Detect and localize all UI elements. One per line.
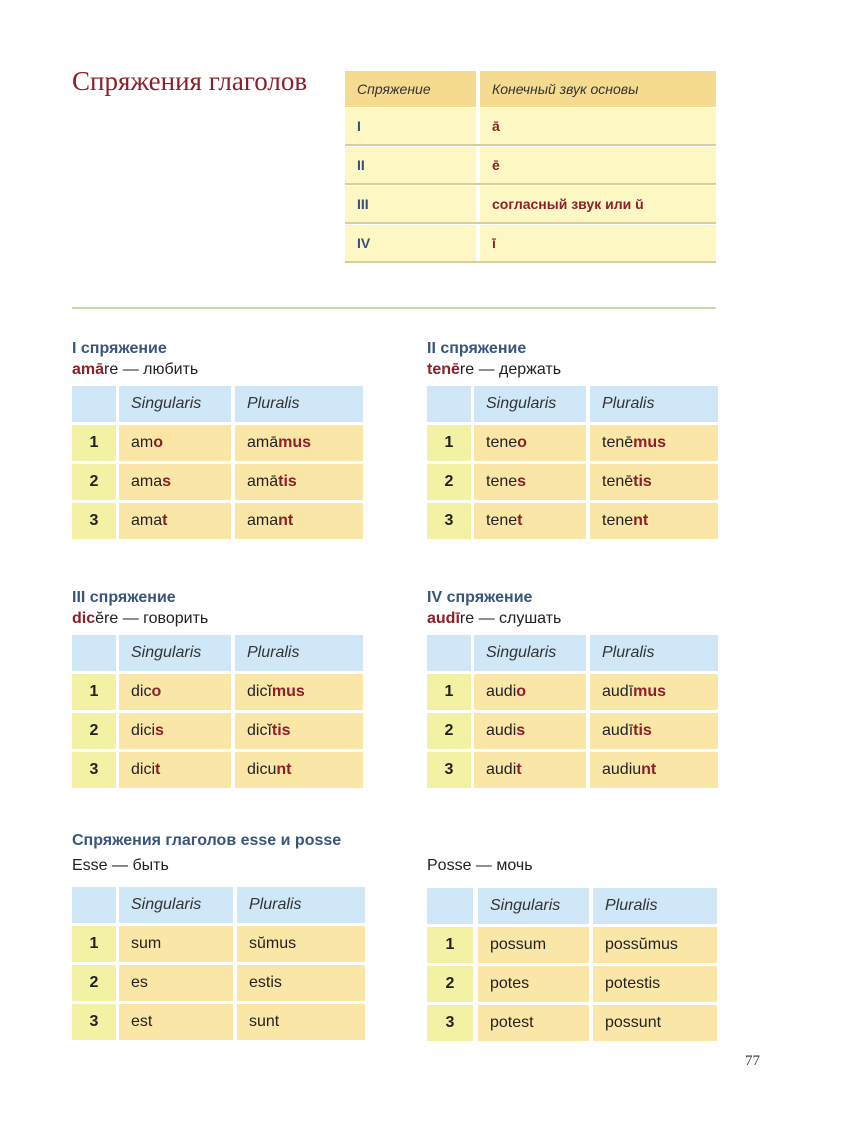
form-ending: o: [153, 434, 164, 451]
form-base: audiu: [602, 761, 642, 778]
verb-rest: re — держать: [459, 361, 562, 378]
header-empty-cell: [72, 635, 116, 671]
singular-form: [119, 464, 231, 500]
summary-conjugation-cell: III: [345, 186, 476, 222]
form-base: dici: [131, 761, 156, 778]
plural-form: possunt: [593, 1005, 717, 1041]
plural-form: sunt: [237, 1004, 365, 1040]
table-row: [72, 752, 363, 788]
table-header-row: [72, 386, 363, 422]
summary-conjugation-cell: IV: [345, 225, 476, 261]
table-header-row: [427, 888, 717, 924]
summary-conjugation-cell: I: [345, 108, 476, 144]
person-number: 1: [427, 927, 473, 963]
form-ending: nt: [641, 761, 657, 778]
table-row: [72, 674, 363, 710]
conjugation-block-2: [427, 339, 718, 542]
table-header-row: [427, 635, 718, 671]
plural-form: estis: [237, 965, 365, 1001]
table-row: [427, 713, 718, 749]
form-ending: s: [517, 473, 527, 490]
plural-form: potestis: [593, 966, 717, 1002]
singular-form: [474, 503, 586, 539]
form-ending: s: [155, 722, 164, 739]
singular-form: es: [119, 965, 233, 1001]
esse-subtitle: Esse — быть: [72, 857, 169, 874]
header-empty-cell: [427, 635, 471, 671]
form-ending: s: [162, 473, 172, 490]
plural-form: [235, 752, 363, 788]
form-ending: o: [516, 683, 527, 700]
summary-stem-cell: ī: [480, 225, 716, 261]
table-header-row: [72, 887, 365, 923]
table-row: [72, 713, 363, 749]
summary-stem-cell: ē: [480, 147, 716, 183]
verb-stem: amā: [72, 361, 105, 378]
header-empty-cell: [72, 386, 116, 422]
form-base: amā: [247, 434, 279, 451]
header-singular: Singularis: [119, 635, 231, 671]
summary-header-stem-sound: Конечный звук основы: [480, 71, 716, 107]
form-base: tene: [486, 473, 518, 490]
form-base: tene: [602, 512, 634, 529]
header-plural: Pluralis: [235, 386, 363, 422]
singular-form: [474, 752, 586, 788]
plural-form: [590, 503, 718, 539]
person-number: 1: [72, 425, 116, 461]
form-ending: s: [516, 722, 526, 739]
form-ending: mus: [633, 683, 667, 700]
page-title: Спряжения глаголов: [72, 66, 308, 96]
form-base: tene: [486, 434, 518, 451]
person-number: 2: [427, 713, 471, 749]
person-number: 2: [427, 966, 473, 1002]
summary-row: [345, 147, 716, 185]
form-ending: nt: [276, 761, 292, 778]
header-plural: Pluralis: [590, 386, 718, 422]
header-singular: Singularis: [474, 635, 586, 671]
person-number: 1: [72, 926, 116, 962]
form-ending: mus: [271, 683, 305, 700]
table-header-row: [427, 386, 718, 422]
plural-form: [590, 425, 718, 461]
person-number: 3: [72, 503, 116, 539]
form-ending: t: [516, 761, 522, 778]
form-base: audī: [602, 683, 634, 700]
header-plural: Pluralis: [590, 635, 718, 671]
table-row: [72, 503, 363, 539]
conjugation-block-4: [427, 588, 718, 791]
singular-form: [119, 503, 231, 539]
header-empty-cell: [427, 888, 473, 924]
person-number: 1: [72, 674, 116, 710]
block-verb: [72, 608, 363, 630]
person-number: 1: [427, 425, 471, 461]
conjugation-table: [72, 386, 363, 539]
posse-table: [427, 888, 717, 1041]
posse-subtitle: Posse — мочь: [427, 857, 533, 874]
singular-form: est: [119, 1004, 233, 1040]
form-ending: tis: [278, 473, 297, 490]
person-number: 2: [72, 965, 116, 1001]
form-ending: nt: [278, 512, 294, 529]
table-row: [72, 926, 365, 962]
verb-rest: re — слушать: [459, 610, 562, 627]
form-base: ama: [131, 473, 163, 490]
plural-form: [590, 752, 718, 788]
singular-form: [474, 713, 586, 749]
header-singular: Singularis: [119, 386, 231, 422]
block-title: III спряжение: [72, 589, 176, 606]
table-row: [72, 425, 363, 461]
table-row: [427, 674, 718, 710]
table-row: [427, 464, 718, 500]
person-number: 2: [72, 464, 116, 500]
form-base: ama: [247, 512, 279, 529]
block-verb: [427, 608, 718, 630]
plural-form: possŭmus: [593, 927, 717, 963]
form-base: dicu: [247, 761, 277, 778]
plural-form: [235, 425, 363, 461]
posse-block: [427, 855, 717, 1044]
form-base: tene: [486, 512, 518, 529]
form-base: dic: [131, 683, 152, 700]
form-ending: mus: [633, 434, 667, 451]
plural-form: [590, 674, 718, 710]
table-row: [72, 464, 363, 500]
section-divider: [72, 307, 716, 309]
esse-block: [72, 831, 365, 1043]
summary-header-conjugation: Спряжение: [345, 71, 476, 107]
table-row: [427, 503, 718, 539]
singular-form: [474, 425, 586, 461]
person-number: 2: [72, 713, 116, 749]
form-ending: t: [155, 761, 161, 778]
singular-form: [474, 464, 586, 500]
form-ending: t: [517, 512, 523, 529]
header-empty-cell: [427, 386, 471, 422]
page-number: 77: [745, 1053, 760, 1069]
block-verb: [72, 359, 363, 381]
plural-form: [235, 464, 363, 500]
table-row: [427, 927, 717, 963]
form-ending: tis: [633, 722, 652, 739]
form-base: tenē: [602, 473, 634, 490]
summary-header-row: [345, 71, 716, 107]
block-title: IV спряжение: [427, 589, 533, 606]
summary-stem-cell: ā: [480, 108, 716, 144]
table-row: [427, 1005, 717, 1041]
esse-table: [72, 887, 365, 1040]
summary-row: [345, 225, 716, 263]
form-base: am: [131, 434, 154, 451]
form-ending: tis: [271, 722, 291, 739]
plural-form: [235, 503, 363, 539]
person-number: 3: [427, 752, 471, 788]
block-title: I спряжение: [72, 340, 167, 357]
form-base: ama: [131, 512, 163, 529]
form-base: dicĭ: [247, 683, 272, 700]
plural-form: [235, 674, 363, 710]
singular-form: [119, 425, 231, 461]
header-singular: Singularis: [478, 888, 589, 924]
singular-form: [119, 674, 231, 710]
conjugation-table: [72, 635, 363, 788]
conjugation-block-1: [72, 339, 363, 542]
verb-stem: dic: [72, 610, 96, 627]
form-base: audī: [602, 722, 634, 739]
header-plural: Pluralis: [237, 887, 365, 923]
header-singular: Singularis: [119, 887, 233, 923]
verb-stem: audī: [427, 610, 460, 627]
form-base: dicĭ: [247, 722, 272, 739]
person-number: 2: [427, 464, 471, 500]
table-row: [427, 425, 718, 461]
person-number: 3: [427, 503, 471, 539]
singular-form: sum: [119, 926, 233, 962]
block-verb: [427, 359, 718, 381]
form-base: audi: [486, 761, 517, 778]
form-ending: o: [517, 434, 527, 451]
summary-stem-cell: согласный звук или ŭ: [480, 186, 716, 222]
form-base: dici: [131, 722, 156, 739]
conjugation-summary-table: [345, 71, 716, 264]
person-number: 3: [72, 752, 116, 788]
form-base: amā: [247, 473, 279, 490]
summary-row: [345, 108, 716, 146]
header-plural: Pluralis: [593, 888, 717, 924]
plural-form: [590, 464, 718, 500]
person-number: 1: [427, 674, 471, 710]
singular-form: potest: [478, 1005, 589, 1041]
person-number: 3: [427, 1005, 473, 1041]
singular-form: [474, 674, 586, 710]
verb-stem: tenē: [427, 361, 460, 378]
plural-form: [590, 713, 718, 749]
table-row: [72, 1004, 365, 1040]
table-row: [427, 752, 718, 788]
singular-form: possum: [478, 927, 589, 963]
form-ending: t: [162, 512, 168, 529]
block-title: II спряжение: [427, 340, 527, 357]
form-base: audi: [486, 722, 517, 739]
table-row: [427, 966, 717, 1002]
conjugation-table: [427, 386, 718, 539]
header-empty-cell: [72, 887, 116, 923]
form-base: audi: [486, 683, 517, 700]
summary-conjugation-cell: II: [345, 147, 476, 183]
person-number: 3: [72, 1004, 116, 1040]
singular-form: potes: [478, 966, 589, 1002]
plural-form: [235, 713, 363, 749]
verb-rest: ĕre — говорить: [95, 610, 209, 627]
header-plural: Pluralis: [235, 635, 363, 671]
header-singular: Singularis: [474, 386, 586, 422]
summary-row: [345, 186, 716, 224]
singular-form: [119, 752, 231, 788]
form-ending: tis: [633, 473, 652, 490]
form-base: tenē: [602, 434, 634, 451]
form-ending: nt: [633, 512, 649, 529]
form-ending: o: [151, 683, 162, 700]
singular-form: [119, 713, 231, 749]
form-ending: mus: [278, 434, 312, 451]
conjugation-block-3: [72, 588, 363, 791]
table-header-row: [72, 635, 363, 671]
plural-form: sŭmus: [237, 926, 365, 962]
table-row: [72, 965, 365, 1001]
verb-rest: re — любить: [104, 361, 199, 378]
conjugation-table: [427, 635, 718, 788]
esse-posse-title: Спряжения глаголов esse и posse: [72, 832, 342, 849]
